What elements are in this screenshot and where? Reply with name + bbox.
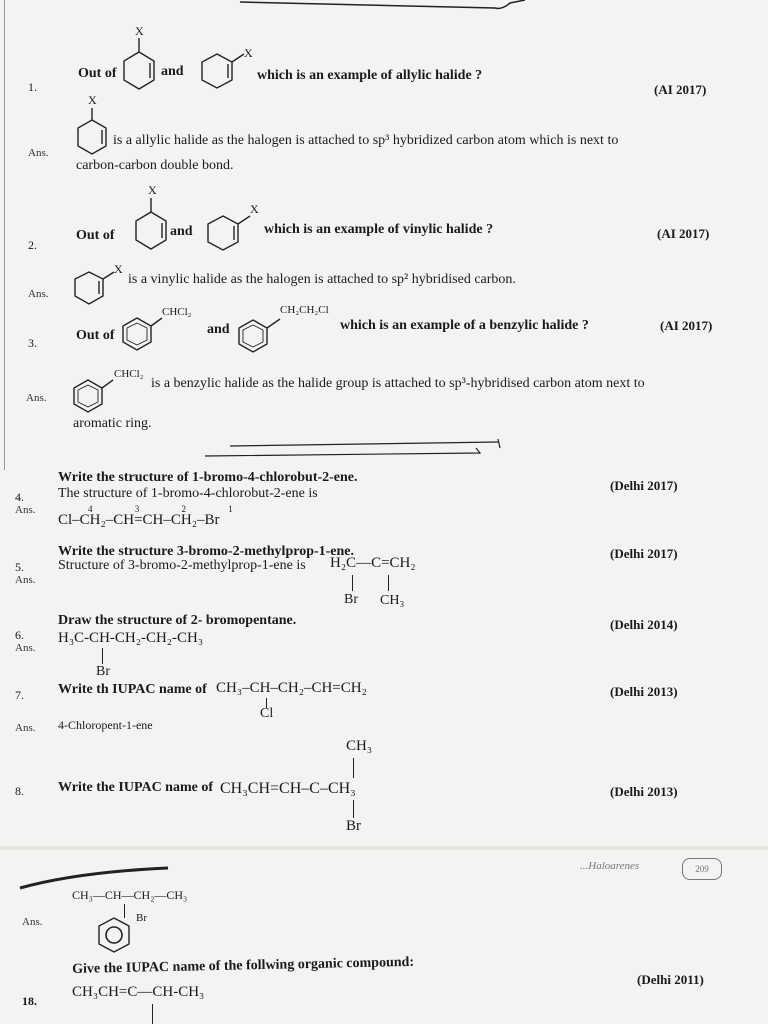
q6-br: Br [96, 664, 110, 679]
q2-source: (AI 2017) [657, 226, 710, 241]
q8-bond-br [353, 800, 354, 818]
q3-ans-line2: aromatic ring. [73, 416, 152, 431]
q8-br: Br [346, 818, 361, 834]
q8-title: Write the IUPAC name of [58, 780, 214, 795]
q1-source: (AI 2017) [654, 82, 707, 97]
q3-number: 3. [28, 336, 37, 350]
q1-cyclohexene-ring-1 [122, 38, 156, 94]
q7-title: Write th IUPAC name of [58, 682, 207, 697]
q6-title: Draw the structure of 2- bromopentane. [58, 613, 297, 628]
q3-ans-line1: is a benzylic halide as the halide group is attached to sp³-hybridised carbon atom next to [151, 376, 645, 391]
q3-question: which is an example of a benzylic halide ? [340, 318, 589, 333]
q5-title: Write the structure 3-bromo-2-methylprop-1-ene. [58, 544, 355, 559]
q1-ans-x: X [88, 93, 97, 107]
q2-question: which is an example of vinylic halide ? [264, 222, 494, 237]
q7-source: (Delhi 2013) [610, 684, 678, 699]
q5-ans-label: Ans. [15, 574, 36, 586]
q5-ch3: CH₃ [380, 593, 405, 608]
q5-line: Structure of 3-bromo-2-methylprop-1-ene is [58, 558, 306, 573]
q7-number: 7. [15, 688, 24, 702]
q4-source: (Delhi 2017) [610, 478, 678, 493]
q8-number: 8. [15, 784, 24, 798]
q8-bond-ch3 [353, 758, 354, 778]
q3-and: and [207, 322, 230, 337]
q2-x1: X [148, 183, 157, 197]
q5-bond-br [352, 575, 353, 591]
q2-ans-x: X [114, 262, 123, 276]
q18-formula: CH₃CH=C—CH-CH₃ [72, 984, 205, 1000]
q3-benzene-ring-2 [238, 312, 290, 358]
q3-out-of: Out of [76, 328, 115, 343]
q1-ans-ring [77, 108, 109, 160]
q1-number: 1. [28, 80, 37, 94]
q17-br: Br [136, 912, 147, 924]
q4-title: Write the structure of 1-bromo-4-chlorobut-2-ene. [58, 470, 358, 485]
q5-formula: H₂C—C=CH₂ [330, 555, 416, 571]
page-gap [0, 846, 768, 850]
q2-ans-label: Ans. [28, 288, 49, 300]
q1-ans-label: Ans. [28, 147, 49, 159]
q1-and: and [161, 64, 184, 79]
q17-ans-label: Ans. [22, 916, 43, 928]
q6-ans-label: Ans. [15, 642, 36, 654]
q17-benzene-ring [96, 914, 136, 960]
q2-out-of: Out of [76, 228, 115, 243]
q18-bond [152, 1004, 153, 1024]
q18-number: 18. [22, 994, 37, 1008]
q5-number: 5. [15, 560, 24, 574]
q1-x1: X [135, 24, 144, 38]
q2-and: and [170, 224, 193, 239]
q4-formula: Cl–CH₂–CH=CH–CH₂–Br [58, 512, 220, 528]
q8-ch3: CH₃ [346, 738, 373, 754]
q3-sub2: CH₂CH₂Cl [280, 304, 329, 316]
q6-formula: H₃C-CH-CH₂-CH₂-CH₃ [58, 630, 204, 646]
q2-cyclohexene-ring-1 [134, 198, 168, 254]
q6-number: 6. [15, 628, 24, 642]
q3-ans-label: Ans. [26, 392, 47, 404]
q1-question: which is an example of allylic halide ? [257, 68, 483, 83]
q4-locants: 4 3 2 1 [88, 504, 233, 514]
q6-source: (Delhi 2014) [610, 617, 678, 632]
q4-line: The structure of 1-bromo-4-chlorobut-2-ene is [58, 486, 318, 501]
q4-ans-label: Ans. [15, 504, 36, 516]
q3-source: (AI 2017) [660, 318, 713, 333]
top-tab-outline [230, 0, 530, 22]
q2-ans-line: is a vinylic halide as the halogen is attached to sp² hybridised carbon. [128, 272, 516, 287]
q6-bond-br [102, 648, 103, 664]
footer-page-number: 209 [682, 858, 722, 880]
q5-bond-ch3 [388, 575, 389, 591]
q8-formula: CH₃CH=CH–C–CH₃ [220, 780, 356, 797]
q5-br: Br [344, 592, 358, 607]
q7-ans-label: Ans. [15, 722, 36, 734]
q18-title: Give the IUPAC name of the follwing organic compound: [72, 954, 415, 977]
q2-x2: X [250, 202, 259, 216]
q2-number: 2. [28, 238, 37, 252]
left-margin-line [4, 0, 5, 470]
q5-source: (Delhi 2017) [610, 546, 678, 561]
q1-ans-line2: carbon-carbon double bond. [76, 158, 234, 173]
q7-formula: CH₃–CH–CH₂–CH=CH₂ [216, 680, 367, 696]
q17-formula: CH₃—CH—CH₂—CH₃ [72, 888, 188, 902]
q7-cl: Cl [260, 706, 274, 721]
footer-chapter: ...Haloarenes [580, 860, 640, 872]
q3-ans-sub: CHCl₂ [114, 368, 144, 380]
q8-source: (Delhi 2013) [610, 784, 678, 799]
q1-x2: X [244, 46, 253, 60]
section-divider [200, 436, 510, 460]
q4-number: 4. [15, 490, 24, 504]
q1-out-of: Out of [78, 66, 117, 81]
q18-source: (Delhi 2011) [637, 972, 704, 987]
q7-answer: 4-Chloropent-1-ene [58, 718, 153, 732]
q1-ans-line1: is a allylic halide as the halogen is attached to sp³ hybridized carbon atom which is next to [113, 133, 619, 148]
q3-sub1: CHCl₂ [162, 306, 192, 318]
